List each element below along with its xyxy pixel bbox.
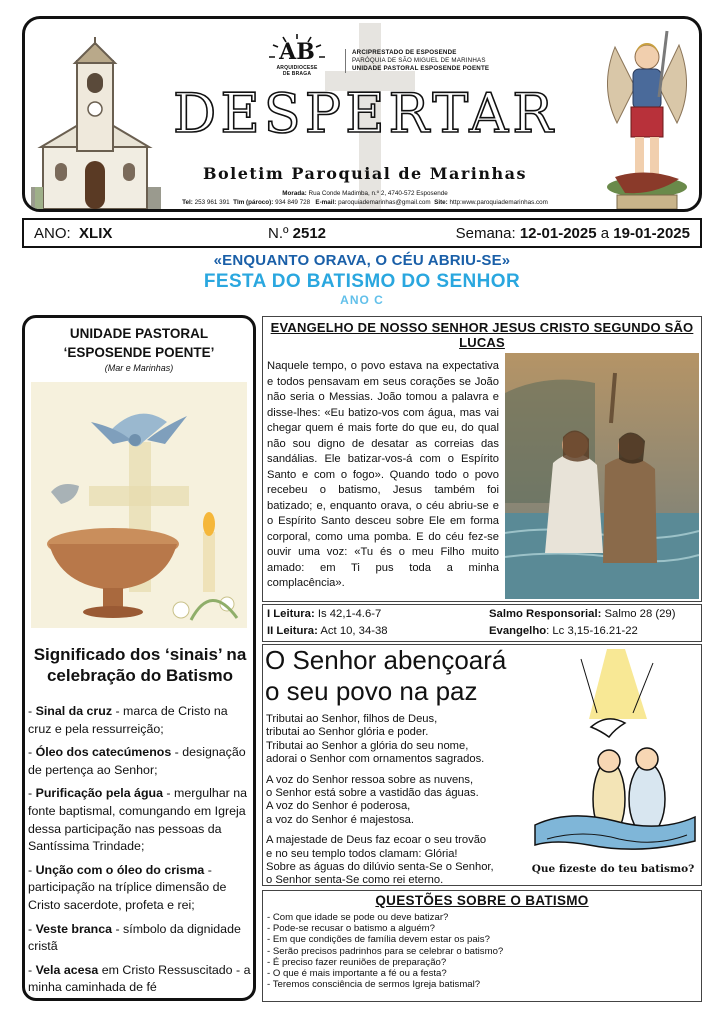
list-item: - É preciso fazer reuniões de preparação?: [267, 957, 699, 968]
bulletin-title: DESPERTAR: [173, 82, 557, 145]
organization-block: [345, 49, 565, 73]
list-item: - Serão precisos padrinhos para se celebrar o batismo?: [267, 946, 699, 957]
org-line1: ARCIPRESTADO DE ESPOSENDE: [352, 49, 457, 56]
psalm-verse: e no seu templo todos clamam: Glória!: [266, 847, 458, 860]
psalm-reading: [489, 608, 675, 620]
gospel-text: Naquele tempo, o povo estava na expectativa e todos pensavam em seus corações se João não seria o Messias. João tomou a palavra e disse-lhes: «Eu batizo-vos com água, mas vai chegar quem é mais forte do que eu, do qual não sou digno de desatar as correias das sandálias. Ele batizar-vos-á com o Espírito Santo e com o fogo». Quando todo o povo recebeu o batismo, Jesus também foi batizado; e, enquanto orava, o céu abriu-se e o Espírito Santo desceu sobre Ele em forma corporal, como uma pomba. E do céu fez-se ouvir uma voz: «Tu és o meu Filho muito amado: em Ti pus toda a minha complacência».: [267, 360, 499, 589]
sign-term: Vela acesa: [35, 962, 99, 977]
psalm-verse: A voz do Senhor ressoa sobre as nuvens,: [266, 773, 474, 786]
questions-list: [267, 912, 699, 990]
pastoral-unit-parishes: (Mar e Marinhas): [104, 363, 174, 373]
questions-title: QUESTÕES SOBRE O BATISMO: [375, 893, 589, 908]
year-field: [34, 225, 268, 242]
psalm-label: Salmo Responsorial:: [489, 608, 602, 620]
second-reading-label: II Leitura:: [267, 625, 318, 637]
mobile-label: Tlm (pároco):: [233, 199, 274, 206]
sign-term: Sinal da cruz: [35, 704, 113, 718]
list-item: - Em que condições de família devem estar os pais?: [267, 934, 699, 945]
psalm-title-line2: o seu povo na paz: [265, 676, 478, 706]
week-label: Semana:: [455, 224, 516, 242]
list-item: - Óleo dos catecúmenos - designação de pertença ao Senhor;: [28, 745, 246, 777]
issue-number-value: 2512: [292, 224, 327, 242]
year-value: XLIX: [79, 224, 113, 242]
gospel-reading: [489, 625, 638, 637]
psalm-title: [265, 645, 545, 707]
email-label: E-mail:: [315, 199, 337, 206]
baptismal-font-illustration: [31, 382, 247, 628]
sign-description: - designação de pertença ao Senhor;: [28, 745, 246, 777]
list-item: - Sinal da cruz - marca de Cristo na cruz e pela ressurreição;: [28, 704, 228, 736]
mobile-value: 934 849 728: [275, 199, 311, 206]
issue-info-bar: [22, 218, 702, 248]
first-reading: [267, 608, 381, 620]
headline-quote: «ENQUANTO ORAVA, O CÉU ABRIU-SE»: [213, 252, 511, 269]
org-line2: PARÓQUIA DE SÃO MIGUEL DE MARINHAS: [352, 57, 486, 64]
sign-term: Óleo dos catecúmenos: [35, 745, 172, 760]
headline-feast: FESTA DO BATISMO DO SENHOR: [203, 271, 521, 292]
list-item: - Veste branca - símbolo da dignidade cristã: [28, 921, 241, 954]
baptism-of-jesus-painting: [505, 353, 699, 599]
gospel-title: EVANGELHO DE NOSSO SENHOR JESUS CRISTO SEGUNDO SÃO LUCAS: [270, 320, 694, 350]
second-reading: [267, 625, 388, 637]
contacts-block: [125, 189, 605, 207]
psalm-verse: A majestade de Deus faz ecoar o seu trovão: [266, 834, 487, 847]
address-line: [125, 189, 605, 198]
week-from: 12-01-2025: [519, 224, 597, 242]
site-link[interactable]: http:www.paroquiademarinhas.com: [449, 199, 548, 206]
logo-initials: AB: [279, 39, 315, 65]
saint-michael-statue-illustration: [595, 27, 699, 211]
list-item: - Teremos consciência de sermos Igreja batismal?: [267, 979, 699, 990]
list-item: - Pode-se recusar o batismo a alguém?: [267, 923, 699, 934]
signs-list: [28, 703, 254, 1001]
list-item: - Com que idade se pode ou deve batizar?: [267, 912, 699, 923]
psalm-stanza: [266, 774, 526, 828]
bulletin-subtitle: Boletim Paroquial de Marinhas: [202, 164, 528, 183]
first-reading-label: I Leitura:: [267, 608, 315, 620]
week-separator: a: [600, 224, 610, 242]
list-item: - O que é mais importante a fé ou a festa?: [267, 968, 699, 979]
pastoral-unit-line1: UNIDADE PASTORAL: [69, 326, 209, 341]
sign-description: - marca de Cristo na cruz e pela ressurreição;: [28, 704, 228, 736]
psalm-verse: o Senhor está sobre a vastidão das águas.: [266, 787, 479, 800]
readings-box: [262, 604, 702, 642]
sign-term: Unção com o óleo do crisma: [35, 862, 205, 877]
address-value: Rua Conde Madimba, n.º 2, 4740-572 Esposende: [308, 190, 448, 197]
logo-sub-line1: ARQUIDIOCESE: [276, 65, 318, 71]
pastoral-unit-line2: ‘ESPOSENDE POENTE’: [63, 345, 215, 360]
list-item: - Vela acesa em Cristo Ressuscitado - a minha caminhada de fé: [28, 962, 251, 995]
psalm-verse: Tributai ao Senhor, filhos de Deus,: [266, 713, 438, 725]
psalm-verse: tributai ao Senhor glória e poder.: [266, 726, 429, 739]
pastoral-unit-heading: [25, 324, 253, 362]
phone-label: Tel:: [182, 199, 193, 206]
psalm-verse: Tributai ao Senhor a glória do seu nome,: [266, 739, 469, 752]
psalm-verse: adorai o Senhor com ornamentos sagrados.: [266, 753, 485, 766]
issue-number-field: [268, 225, 398, 242]
second-reading-ref: Act 10, 34-38: [320, 625, 388, 637]
list-item: - Unção com o óleo do crisma - participação na tríplice dimensão de Cristo sacerdote, profeta e rei;: [28, 862, 227, 912]
psalm-verse: a voz do Senhor é majestosa.: [266, 813, 415, 826]
illustration-caption: Que fizeste do teu batismo?: [531, 863, 695, 875]
questions-box: [262, 890, 702, 1002]
org-line3: UNIDADE PASTORAL ESPOSENDE POENTE: [352, 65, 490, 72]
gospel-ref: : Lc 3,15-16.21-22: [546, 625, 638, 637]
sign-term: Purificação pela água: [35, 786, 163, 801]
sign-description: em Cristo Ressuscitado - a minha caminhada de fé: [28, 962, 251, 995]
signs-heading: Significado dos ‘sinais’ na celebração do Batismo: [33, 645, 247, 685]
email-link[interactable]: paroquiademarinhas@gmail.com: [338, 199, 431, 206]
first-reading-ref: Is 42,1-4.6-7: [317, 608, 382, 620]
week-field: [398, 225, 690, 242]
week-to: 19-01-2025: [613, 224, 690, 242]
psalm-stanza: [266, 713, 526, 767]
psalm-verse: Sobre as águas do dilúvio senta-Se o Senhor,: [266, 861, 494, 874]
baptism-cartoon-illustration: [529, 649, 699, 859]
psalm-verse: A voz do Senhor é poderosa,: [266, 800, 411, 813]
sign-description: - mergulhar na fonte baptismal, comungando em Igreja dessa participação nas pessoas da Santíssima Trindade;: [28, 786, 248, 854]
sign-description: - participação na tríplice dimensão de Cristo sacerdote, profeta e rei;: [28, 862, 227, 912]
gospel-box: [262, 316, 702, 602]
gospel-label: Evangelho: [489, 625, 547, 637]
address-label: Morada:: [282, 190, 307, 197]
issue-number-label: N.º: [268, 224, 289, 242]
psalm-ref: Salmo 28 (29): [604, 608, 676, 620]
year-label: ANO:: [34, 224, 71, 242]
psalm-text: [266, 713, 526, 895]
site-label: Site:: [434, 199, 448, 206]
headline-liturgical-year: ANO C: [340, 293, 384, 307]
psalm-stanza: [266, 834, 526, 888]
masthead: [22, 16, 702, 212]
psalm-box: [262, 644, 702, 886]
list-item: - Purificação pela água - mergulhar na fonte baptismal, comungando em Igreja dessa participação nas pessoas da Santíssima Trindade;: [28, 786, 248, 854]
phone-value: 253 961 391: [194, 199, 230, 206]
psalm-verse: o Senhor senta-Se como rei eterno.: [266, 874, 444, 887]
logo-sub-line2: DE BRAGA: [282, 71, 312, 77]
sign-description: - símbolo da dignidade cristã: [28, 921, 241, 954]
contacts-line: [125, 198, 605, 207]
sign-term: Veste branca: [35, 921, 113, 936]
psalm-title-line1: O Senhor abençoará: [265, 645, 507, 675]
left-column: [22, 315, 256, 1001]
